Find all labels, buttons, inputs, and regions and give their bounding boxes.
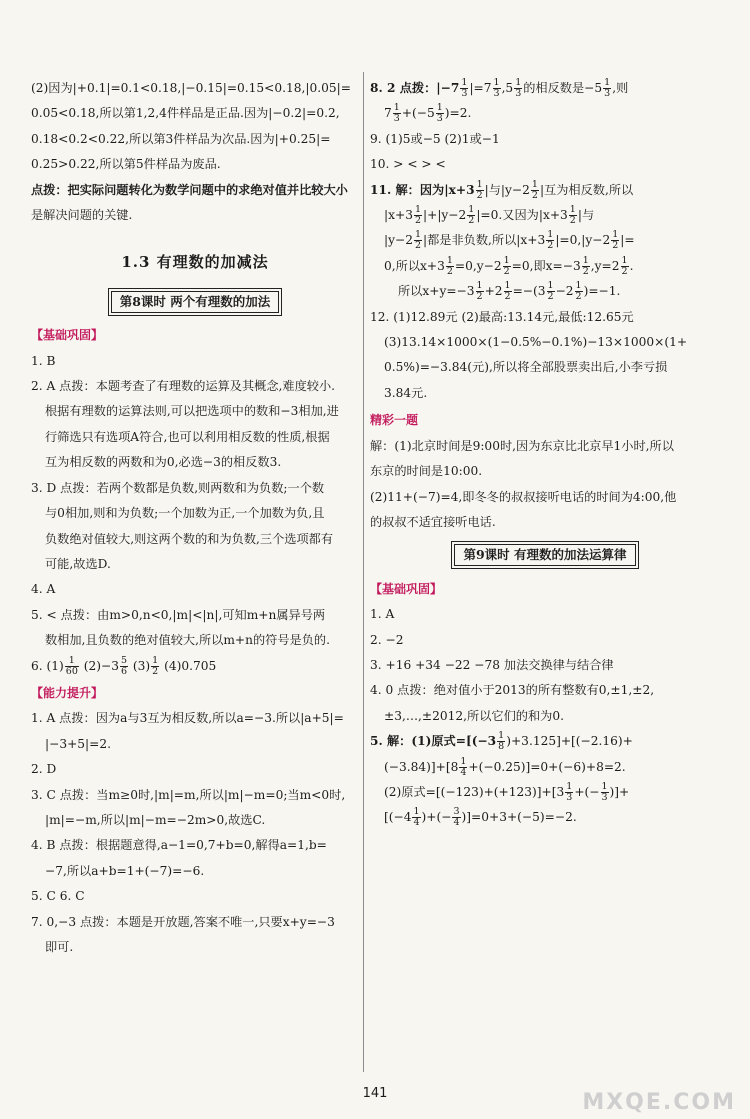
numerator: 1 — [65, 656, 79, 667]
answer-line: 与0相加,则和为负数;一个加数为正,一个加数为负,且 — [45, 506, 325, 521]
fraction — [393, 103, 401, 124]
hint-line: 点拨：把实际问题转化为数学问题中的求绝对值并比较大小 — [31, 182, 348, 197]
text: |=0,|y−2 — [555, 233, 611, 248]
fraction — [546, 230, 554, 251]
numerator: 1 — [547, 280, 554, 292]
answer-line: 根据有理数的运算法则,可以把选项中的数和−3相加,进 — [45, 404, 339, 419]
answer-line: 4. A — [31, 582, 56, 597]
fraction — [459, 757, 467, 778]
answer-line: 12. (1)12.89元 (2)最高:13.14元,最低:12.65元 — [370, 309, 634, 324]
denominator: 2 — [547, 291, 554, 303]
text: −2 — [555, 284, 574, 299]
answer-line: 数相加,且负数的绝对值较大,所以m+n的符号是负的. — [45, 633, 330, 648]
answer-line: |m|=−m,所以|m|−m=−2m>0,故选C. — [45, 812, 266, 827]
text: 8. 2 点拨：|−7 — [370, 81, 460, 95]
numerator: 1 — [461, 77, 468, 88]
text: |与 — [577, 208, 595, 223]
numerator: 1 — [503, 254, 510, 266]
numerator: 1 — [413, 806, 420, 818]
text: +(−5 — [401, 106, 435, 121]
numerator: 1 — [569, 204, 576, 216]
answer-line — [370, 755, 720, 780]
text: |互为相反数,所以 — [539, 182, 634, 197]
answer-line: 即可. — [45, 940, 74, 954]
numerator: 1 — [601, 780, 608, 792]
answer-line — [370, 254, 720, 279]
denominator: 2 — [575, 291, 582, 303]
answer-line: (3)13.14×1000×(1−0.5%−0.1%)−13×1000×(1+ — [384, 335, 688, 350]
section-title: 1.3 有理数的加减法 — [121, 253, 269, 272]
denominator: 2 — [503, 265, 510, 277]
answer-line: 行筛选只有选项A符合,也可以利用相反数的性质,根据 — [45, 429, 330, 444]
text: |都是非负数,所以|x+3 — [423, 233, 546, 248]
denominator: 4 — [413, 817, 420, 829]
denominator: 2 — [612, 240, 619, 252]
text: |+|y−2 — [423, 208, 467, 223]
answer-line: 2. −2 — [370, 632, 404, 647]
text: )]=0+3+(−5)=−2. — [461, 810, 577, 825]
column-divider — [363, 72, 364, 1072]
numerator: 1 — [393, 102, 400, 114]
text-line: (2)因为|+0.1|=0.1<0.18,|−0.15|=0.15<0.18,|0.05|= — [31, 81, 351, 95]
denominator: 6 — [120, 665, 128, 677]
denominator: 2 — [504, 291, 511, 303]
text: 5. 解：(1)原式=[(−3 — [370, 734, 497, 749]
answer-line: 9. (1)5或−5 (2)1或−1 — [370, 131, 500, 146]
denominator: 8 — [498, 741, 505, 753]
fraction — [476, 281, 484, 302]
text: +2 — [484, 284, 503, 299]
fraction — [460, 78, 468, 99]
page-number: 141 — [362, 1086, 388, 1101]
answer-line — [370, 178, 720, 203]
answer-line — [370, 101, 720, 126]
answer-line: 3. D 点拨：若两个数都是负数,则两数和为负数;一个数 — [31, 480, 325, 495]
text: 的相反数是−5 — [523, 81, 603, 95]
fraction — [414, 230, 422, 251]
fraction — [575, 281, 583, 302]
text: (3) — [129, 658, 151, 673]
denominator: 4 — [453, 817, 460, 829]
answer-line — [370, 805, 720, 830]
fraction — [65, 656, 79, 677]
numerator: 1 — [531, 178, 538, 190]
fraction — [412, 807, 420, 828]
fraction — [120, 656, 128, 677]
denominator: 2 — [547, 240, 554, 252]
answer-line: 3. C 点拨：当m≥0时,|m|=m,所以|m|−m=0;当m<0时, — [31, 787, 346, 802]
denominator: 3 — [436, 113, 443, 125]
fraction — [547, 281, 555, 302]
answer-line — [370, 780, 720, 805]
answer-line: 7. 0,−3 点拨：本题是开放题,答案不唯一,只要x+y=−3 — [31, 914, 335, 929]
numerator: 1 — [446, 254, 453, 266]
denominator: 3 — [461, 88, 468, 99]
answer-line: (2)11+(−7)=4,即冬冬的叔叔接听电话的时间为4:00,他 — [370, 489, 677, 504]
denominator: 3 — [515, 88, 522, 99]
numerator: 1 — [515, 77, 522, 88]
fraction — [531, 180, 539, 201]
denominator: 2 — [531, 189, 538, 201]
denominator: 2 — [569, 215, 576, 227]
fraction — [467, 205, 475, 226]
answer-line: 10. > < > < — [370, 157, 446, 172]
answer-line — [31, 654, 359, 679]
denominator: 2 — [476, 291, 483, 303]
text: 6. (1) — [31, 658, 64, 673]
fraction — [582, 256, 590, 277]
numerator: 1 — [460, 755, 467, 767]
lesson-box: 第9课时 有理数的加法运算律 — [454, 544, 635, 566]
denominator: 60 — [65, 665, 78, 677]
answer-line — [370, 729, 720, 754]
tag-basic: 【基础巩固】 — [370, 581, 443, 596]
text: =0,y−2 — [454, 258, 502, 273]
numerator: 3 — [453, 806, 460, 818]
text: (−3.84)]+[8 — [384, 759, 459, 774]
text-line: 0.05<0.18,所以第1,2,4件样品是正品.因为|−0.2|=0.2, — [31, 106, 340, 121]
fraction — [476, 180, 484, 201]
tag-wonder: 精彩一题 — [370, 413, 419, 428]
numerator: 1 — [152, 654, 159, 666]
denominator: 2 — [468, 215, 475, 227]
fraction — [565, 782, 573, 803]
answer-line: 的叔叔不适宜接听电话. — [370, 514, 496, 529]
answer-line: 5. C 6. C — [31, 889, 85, 904]
denominator: 2 — [582, 265, 589, 277]
fraction — [446, 256, 454, 277]
numerator: 1 — [498, 730, 505, 742]
answer-line: ±3,…,±2012,所以它们的和为0. — [384, 708, 564, 723]
answer-line — [370, 203, 720, 228]
text: )=−1. — [583, 284, 621, 299]
text: |x+3 — [384, 208, 413, 223]
watermark-logo: MXQE.COM — [582, 1090, 736, 1115]
numerator: 1 — [604, 77, 611, 88]
answer-line: 1. A — [370, 607, 395, 622]
text: 7 — [384, 106, 392, 121]
fraction — [497, 731, 505, 752]
text: [(−4 — [384, 810, 412, 825]
answer-line: 互为相反数的两数和为0,必选−3的相反数3. — [45, 455, 282, 470]
answer-line: 4. B 点拨：根据题意得,a−1=0,7+b=0,解得a=1,b= — [31, 838, 327, 853]
answer-line: 2. A 点拨：本题考查了有理数的运算及其概念,难度较小. — [31, 379, 336, 394]
answer-line: 2. D — [31, 762, 57, 777]
denominator: 3 — [601, 791, 608, 803]
answer-line: 3.84元. — [384, 385, 428, 400]
text: 所以x+y=−3 — [398, 284, 475, 299]
numerator: 1 — [414, 229, 422, 241]
denominator: 2 — [414, 240, 422, 252]
denominator: 3 — [566, 791, 573, 803]
text-line: 0.25>0.22,所以第5件样品为废品. — [31, 157, 221, 172]
text: (2)原式=[(−123)+(+123)]+[3 — [384, 784, 565, 799]
numerator: 1 — [476, 280, 483, 292]
text-line: 0.18<0.2<0.22,所以第3件样品为次品.因为|+0.25|= — [31, 131, 331, 146]
numerator: 1 — [575, 280, 582, 292]
answer-line: 东京的时间是10:00. — [370, 464, 483, 479]
fraction — [503, 256, 511, 277]
numerator: 1 — [582, 254, 589, 266]
text: +(− — [574, 784, 600, 799]
numerator: 1 — [504, 280, 511, 292]
denominator: 3 — [493, 88, 500, 99]
answer-line: 解：(1)北京时间是9:00时,因为东京比北京早1小时,所以 — [370, 438, 674, 453]
fraction — [452, 807, 460, 828]
text: =−(3 — [512, 284, 546, 299]
answer-line: |−3+5|=2. — [45, 736, 111, 751]
answer-line: 4. 0 点拨：绝对值小于2013的所有整数有0,±1,±2, — [370, 683, 655, 698]
denominator: 3 — [604, 88, 611, 99]
answer-line: 负数绝对值较大,则这两个数的和为负数,三个选项都有 — [45, 531, 334, 546]
text: 11. 解：因为|x+3 — [370, 182, 475, 197]
fraction — [436, 103, 444, 124]
right-column — [370, 76, 720, 831]
denominator: 4 — [460, 766, 467, 778]
text: |=0.又因为|x+3 — [476, 208, 568, 223]
fraction — [569, 205, 577, 226]
text: =0,即x=−3 — [511, 258, 581, 273]
hint-line: 是解决问题的关键. — [31, 208, 133, 223]
answer-line: 3. +16 +34 −22 −78 加法交换律与结合律 — [370, 657, 614, 672]
fraction — [514, 78, 522, 99]
answer-line: 可能,故选D. — [45, 556, 111, 571]
denominator: 3 — [393, 113, 400, 125]
answer-line — [370, 76, 720, 101]
numerator: 1 — [436, 102, 443, 114]
numerator: 1 — [493, 77, 500, 88]
tag-basic: 【基础巩固】 — [31, 328, 104, 343]
fraction — [504, 281, 512, 302]
text: (4)0.705 — [160, 658, 217, 673]
denominator: 2 — [414, 215, 421, 227]
text: 0,所以x+3 — [384, 258, 445, 273]
answer-line: −7,所以a+b=1+(−7)=−6. — [45, 863, 205, 878]
answer-line: 0.5%)=−3.84(元),所以将全部股票卖出后,小李亏损 — [384, 360, 668, 375]
text: )+(− — [421, 810, 452, 825]
text: (2)−3 — [79, 658, 119, 673]
fraction — [621, 256, 629, 277]
lesson-title-8 — [31, 290, 359, 315]
numerator: 1 — [621, 254, 628, 266]
numerator: 1 — [476, 178, 483, 190]
denominator: 2 — [621, 265, 628, 277]
answer-line — [370, 228, 720, 253]
denominator: 2 — [152, 665, 159, 677]
numerator: 1 — [612, 229, 619, 241]
left-column — [31, 76, 359, 960]
denominator: 2 — [446, 265, 453, 277]
answer-line — [370, 279, 720, 304]
text: |y−2 — [384, 233, 413, 248]
fraction — [151, 656, 159, 677]
text: ,则 — [612, 81, 629, 95]
fraction — [414, 205, 422, 226]
text: )+3.125]+[(−2.16)+ — [506, 734, 633, 749]
tag-ability: 【能力提升】 — [31, 685, 104, 700]
denominator: 2 — [476, 189, 483, 201]
answer-line: 1. A 点拨：因为a与3互为相反数,所以a=−3.所以|a+5|= — [31, 711, 344, 726]
answer-line: 5. < 点拨：由m>0,n<0,|m|<|n|,可知m+n属异号两 — [31, 607, 326, 622]
lesson-title-9 — [370, 543, 720, 568]
fraction — [601, 782, 609, 803]
numerator: 1 — [547, 229, 554, 241]
text: |=7 — [469, 81, 492, 95]
text: |与|y−2 — [484, 182, 530, 197]
fraction — [611, 230, 619, 251]
fraction — [493, 78, 501, 99]
text: |= — [620, 233, 635, 248]
text: )=2. — [444, 106, 472, 121]
fraction — [603, 78, 611, 99]
numerator: 1 — [468, 204, 475, 216]
text: +(−0.25)]=0+(−6)+8=2. — [468, 759, 626, 774]
text: ,y=2 — [590, 258, 620, 273]
numerator: 5 — [120, 654, 128, 666]
numerator: 1 — [414, 204, 421, 216]
numerator: 1 — [566, 780, 573, 792]
text: ,5 — [501, 81, 514, 95]
lesson-box: 第8课时 两个有理数的加法 — [111, 291, 280, 313]
answer-line: 1. B — [31, 353, 56, 368]
text: )]+ — [609, 784, 630, 799]
text: . — [629, 258, 634, 273]
